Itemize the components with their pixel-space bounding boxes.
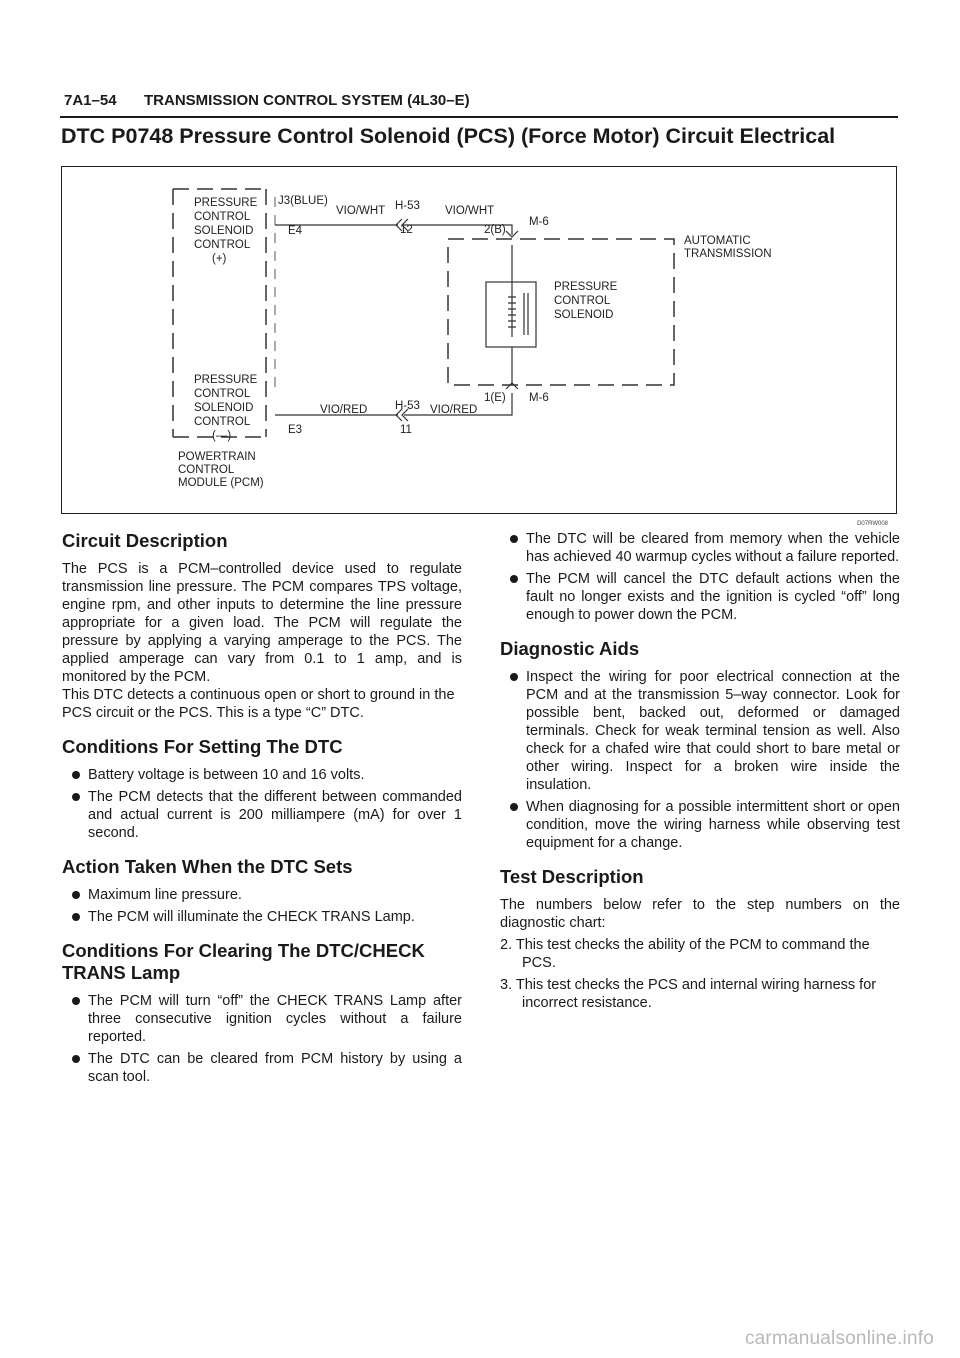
circuit-description-p2: This DTC detects a continuous open or short to ground in the PCS circuit or the PCS. This is a type “C” DTC. <box>62 687 455 721</box>
watermark: carmanualsonline.info <box>744 1328 934 1349</box>
test-step-2: 2. This test checks the ability of the PCM to command the PCS. <box>500 937 870 971</box>
page-header <box>64 92 470 109</box>
vio-wht-label-1: VIO/WHT <box>336 205 386 217</box>
bullet-icon <box>510 803 518 811</box>
list-item: The DTC can be cleared from PCM history by using a scan tool. <box>62 1050 462 1086</box>
pin-1e-label: 1(E) <box>484 392 506 404</box>
pcm-name-line2: CONTROL <box>178 464 235 476</box>
list-item: When diagnosing for a possible intermittent short or open condition, move the wiring harness while observing test equipment for a change. <box>500 798 900 852</box>
bullet-icon <box>510 535 518 543</box>
e3-label: E3 <box>288 424 303 436</box>
solenoid-line2: CONTROL <box>554 295 611 307</box>
pin-2b-label: 2(B) <box>484 224 506 236</box>
list-item: Battery voltage is between 10 and 16 volts. <box>62 766 462 784</box>
conditions-clearing <box>62 940 462 1086</box>
vio-red-label-2: VIO/RED <box>430 404 478 416</box>
wiring-diagram-svg <box>62 167 896 513</box>
test-description-heading: Test Description <box>500 866 644 887</box>
pcm-bottom-line3: SOLENOID <box>194 402 254 414</box>
action-taken-heading: Action Taken When the DTC Sets <box>62 856 353 877</box>
pcm-top-line2: CONTROL <box>194 211 251 223</box>
conditions-clearing-heading: Conditions For Clearing The DTC/CHECK TRANS Lamp <box>62 940 425 983</box>
auto-trans-line1: AUTOMATIC <box>684 235 751 247</box>
vio-wht-label-2: VIO/WHT <box>445 205 495 217</box>
list-item: Inspect the wiring for poor electrical connection at the PCM and at the transmission 5–way connector. Look for possible bent, backed out, deformed or damaged terminals. Check for weak terminal tension as well. Also check for a chafed wire that could short to bare metal or other wiring. Inspect for a broken wire inside the insulation. <box>500 668 900 794</box>
pcm-bottom-line5: (—) <box>212 430 232 442</box>
list-item: The PCM detects that the different between commanded and actual current is 200 milliampere (mA) for over 1 second. <box>62 788 462 842</box>
bullet-icon <box>72 771 80 779</box>
h53-bottom-label: H-53 <box>395 400 420 412</box>
j3-label: J3(BLUE) <box>278 195 328 207</box>
h53-top-label: H-53 <box>395 200 420 212</box>
pin-12-label: 12 <box>400 224 413 236</box>
list-item: The PCM will turn “off” the CHECK TRANS Lamp after three consecutive ignition cycles without a failure reported. <box>62 992 462 1046</box>
test-step-3: 3. This test checks the PCS and internal wiring harness for incorrect resistance. <box>500 977 877 1011</box>
page-title: DTC P0748 Pressure Control Solenoid (PCS) (Force Motor) Circuit Electrical <box>61 124 836 148</box>
bullet-icon <box>72 1055 80 1063</box>
vio-red-label-1: VIO/RED <box>320 404 368 416</box>
circuit-description <box>62 530 462 722</box>
circuit-description-p1: The PCS is a PCM–controlled device used to regulate transmission line pressure. The PCM compares TPS voltage, engine rpm, and other inputs to determine the line pressure appropriate for a given load. The PCM will regulate the pressure by applying a varying amperage to the PCS. The applied amperage can vary from 0.1 to 1 amp, and is monitored by the PCM. <box>62 561 462 685</box>
bullet-icon <box>72 891 80 899</box>
conditions-setting-heading: Conditions For Setting The DTC <box>62 736 343 757</box>
bullet-icon <box>510 673 518 681</box>
right-column <box>500 530 900 1026</box>
solenoid-line3: SOLENOID <box>554 309 614 321</box>
page-number: 7A1–54 <box>64 92 117 109</box>
auto-trans-line2: TRANSMISSION <box>684 248 772 260</box>
m6-top-label: M-6 <box>529 216 549 228</box>
bullet-icon <box>72 793 80 801</box>
left-column <box>62 530 462 1100</box>
list-item: The DTC will be cleared from memory when the vehicle has achieved 40 warmup cycles without a failure reported. <box>500 530 900 566</box>
diagnostic-aids-heading: Diagnostic Aids <box>500 638 640 659</box>
list-item: Maximum line pressure. <box>62 886 462 904</box>
pcm-bottom-line2: CONTROL <box>194 388 251 400</box>
pcm-bottom-line4: CONTROL <box>194 416 251 428</box>
figure-id: D07RW008 <box>857 521 888 527</box>
pcm-bottom-line1: PRESSURE <box>194 374 258 386</box>
conditions-setting <box>62 736 462 842</box>
section-title: TRANSMISSION CONTROL SYSTEM (4L30–E) <box>144 92 470 109</box>
list-item: The PCM will cancel the DTC default actions when the fault no longer exists and the ignition is cycled “off” long enough to power down the PCM. <box>500 570 900 624</box>
pcm-top-line3: SOLENOID <box>194 225 254 237</box>
solenoid-line1: PRESSURE <box>554 281 618 293</box>
pcm-name-line3: MODULE (PCM) <box>178 477 264 489</box>
header-rule <box>60 116 898 118</box>
circuit-description-heading: Circuit Description <box>62 530 228 551</box>
pcm-top-line1: PRESSURE <box>194 197 258 209</box>
test-description-intro: The numbers below refer to the step numbers on the diagnostic chart: <box>500 897 900 931</box>
bullet-icon <box>72 913 80 921</box>
test-description <box>500 866 900 1012</box>
pin-11-label: 11 <box>400 424 412 436</box>
e4-label: E4 <box>288 225 303 237</box>
list-item: The PCM will illuminate the CHECK TRANS Lamp. <box>62 908 462 926</box>
diagnostic-aids <box>500 638 900 852</box>
clearing-continued <box>500 530 900 624</box>
m6-bottom-label: M-6 <box>529 392 549 404</box>
pcm-name-line1: POWERTRAIN <box>178 451 256 463</box>
bullet-icon <box>72 997 80 1005</box>
pcm-top-line5: (+) <box>212 253 227 265</box>
pcm-top-line4: CONTROL <box>194 239 251 251</box>
wiring-diagram <box>61 166 897 527</box>
action-taken <box>62 856 462 926</box>
bullet-icon <box>510 575 518 583</box>
